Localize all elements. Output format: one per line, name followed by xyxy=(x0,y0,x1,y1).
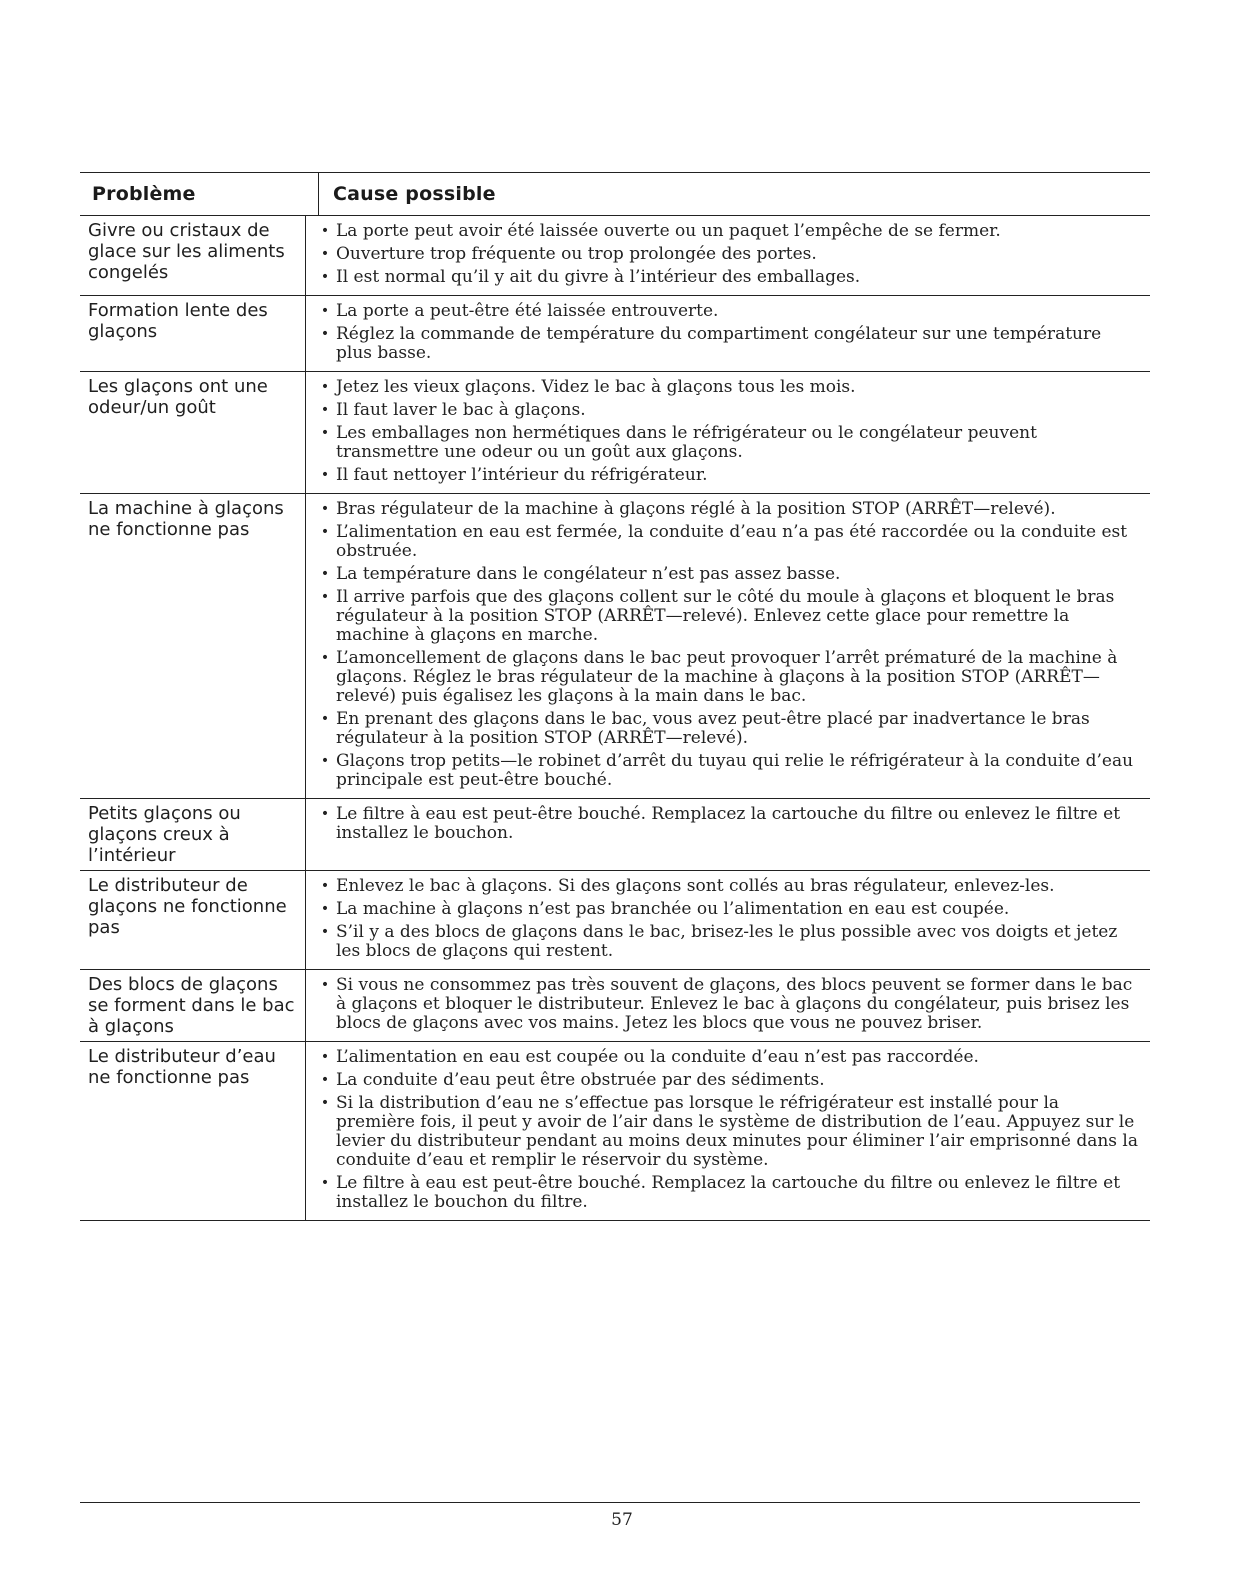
problem-cell: Petits glaçons ou glaçons creux à l’intérieur xyxy=(80,799,306,870)
bullet-icon: • xyxy=(320,269,330,285)
cause-item xyxy=(320,424,1140,462)
header-problem-label: Problème xyxy=(92,183,196,205)
cause-text: Il arrive parfois que des glaçons collent sur le côté du moule à glaçons et bloquent le bras régulateur à la position STOP (ARRÊT—relevé). Enlevez cette glace pour remettre la machine à glaçons en marche. xyxy=(336,587,1115,645)
problem-cell: Le distributeur de glaçons ne fonctionne pas xyxy=(80,871,306,969)
bullet-icon: • xyxy=(320,924,330,940)
bullet-icon: • xyxy=(320,501,330,517)
cause-cell xyxy=(306,296,1150,371)
cause-item xyxy=(320,378,1140,397)
cause-item xyxy=(320,466,1140,485)
cause-cell xyxy=(306,799,1150,870)
cause-text: Le filtre à eau est peut-être bouché. Remplacez la cartouche du filtre ou enlevez le filtre et installez le bouchon. xyxy=(336,804,1121,843)
cause-item xyxy=(320,900,1140,919)
bullet-icon: • xyxy=(320,1072,330,1088)
cause-item xyxy=(320,565,1140,584)
cause-item xyxy=(320,752,1140,790)
table-row xyxy=(80,1042,1150,1221)
cause-item xyxy=(320,325,1140,363)
bullet-icon: • xyxy=(320,878,330,894)
bullet-icon: • xyxy=(320,753,330,769)
cause-text: Bras régulateur de la machine à glaçons réglé à la position STOP (ARRÊT—relevé). xyxy=(336,499,1056,519)
bottom-rule xyxy=(80,1502,1140,1503)
cause-cell xyxy=(306,1042,1150,1220)
bullet-icon: • xyxy=(320,589,330,605)
cause-item xyxy=(320,976,1140,1033)
cause-text: Il faut nettoyer l’intérieur du réfrigérateur. xyxy=(336,465,708,485)
cause-text: La température dans le congélateur n’est pas assez basse. xyxy=(336,564,841,584)
table-row xyxy=(80,372,1150,494)
cause-text: La machine à glaçons n’est pas branchée ou l’alimentation en eau est coupée. xyxy=(336,899,1010,919)
header-cell-cause xyxy=(319,173,496,215)
header-cause-label: Cause possible xyxy=(333,183,496,205)
cause-text: Il est normal qu’il y ait du givre à l’intérieur des emballages. xyxy=(336,267,861,287)
bullet-icon: • xyxy=(320,1175,330,1191)
bullet-icon: • xyxy=(320,467,330,483)
cause-text: La porte a peut-être été laissée entrouverte. xyxy=(336,301,719,321)
table-row xyxy=(80,494,1150,799)
table-row xyxy=(80,216,1150,296)
cause-text: Les emballages non hermétiques dans le réfrigérateur ou le congélateur peuvent transmettre une odeur ou un goût aux glaçons. xyxy=(336,423,1037,462)
troubleshooting-table xyxy=(80,172,1150,1221)
cause-item xyxy=(320,649,1140,706)
cause-item xyxy=(320,245,1140,264)
cause-item xyxy=(320,1048,1140,1067)
cause-item xyxy=(320,401,1140,420)
bullet-icon: • xyxy=(320,246,330,262)
bullet-icon: • xyxy=(320,524,330,540)
problem-cell: La machine à glaçons ne fonctionne pas xyxy=(80,494,306,798)
cause-cell xyxy=(306,494,1150,798)
bullet-icon: • xyxy=(320,402,330,418)
problem-cell: Formation lente des glaçons xyxy=(80,296,306,371)
bullet-icon: • xyxy=(320,1095,330,1111)
cause-item xyxy=(320,268,1140,287)
cause-text: L’amoncellement de glaçons dans le bac peut provoquer l’arrêt prématuré de la machine à glaçons. Réglez le bras régulateur de la machine à glaçons à la position STOP (ARRÊT—relevé) puis égalisez les glaçons à la main dans le bac. xyxy=(336,648,1118,706)
table-row xyxy=(80,970,1150,1042)
problem-cell: Le distributeur d’eau ne fonctionne pas xyxy=(80,1042,306,1220)
table-header xyxy=(80,172,1150,216)
bullet-icon: • xyxy=(320,425,330,441)
bullet-icon: • xyxy=(320,379,330,395)
cause-text: S’il y a des blocs de glaçons dans le bac, brisez-les le plus possible avec vos doigts et jetez les blocs de glaçons qui restent. xyxy=(336,922,1118,961)
cause-text: Réglez la commande de température du compartiment congélateur sur une température plus basse. xyxy=(336,324,1102,363)
problem-cell: Givre ou cristaux de glace sur les aliments congelés xyxy=(80,216,306,295)
cause-text: Enlevez le bac à glaçons. Si des glaçons sont collés au bras régulateur, enlevez-les. xyxy=(336,876,1055,896)
cause-item xyxy=(320,923,1140,961)
cause-item xyxy=(320,710,1140,748)
cause-item xyxy=(320,523,1140,561)
cause-cell xyxy=(306,970,1150,1041)
cause-text: Glaçons trop petits—le robinet d’arrêt du tuyau qui relie le réfrigérateur à la conduite d’eau principale est peut-être bouché. xyxy=(336,751,1134,790)
cause-item xyxy=(320,1094,1140,1170)
bullet-icon: • xyxy=(320,326,330,342)
cause-item xyxy=(320,500,1140,519)
cause-item xyxy=(320,222,1140,241)
cause-item xyxy=(320,1071,1140,1090)
cause-text: L’alimentation en eau est fermée, la conduite d’eau n’a pas été raccordée ou la conduite est obstruée. xyxy=(336,522,1128,561)
cause-cell xyxy=(306,871,1150,969)
bullet-icon: • xyxy=(320,711,330,727)
table-body xyxy=(80,216,1150,1221)
table-row xyxy=(80,871,1150,970)
bullet-icon: • xyxy=(320,303,330,319)
bullet-icon: • xyxy=(320,650,330,666)
table-row xyxy=(80,799,1150,871)
cause-text: L’alimentation en eau est coupée ou la conduite d’eau n’est pas raccordée. xyxy=(336,1047,979,1067)
bullet-icon: • xyxy=(320,901,330,917)
cause-text: Si la distribution d’eau ne s’effectue pas lorsque le réfrigérateur est installé pour la première fois, il peut y avoir de l’air dans le système de distribution de l’eau. Appuyez sur le levier du distributeur pendant au moins deux minutes pour éliminer l’air emprisonné dans la conduite d’eau et remplir le réservoir du système. xyxy=(336,1093,1138,1170)
table-row xyxy=(80,296,1150,372)
cause-item xyxy=(320,805,1140,843)
problem-cell: Les glaçons ont une odeur/un goût xyxy=(80,372,306,493)
cause-cell xyxy=(306,372,1150,493)
page-number: 57 xyxy=(611,1510,633,1530)
cause-item xyxy=(320,1174,1140,1212)
bullet-icon: • xyxy=(320,566,330,582)
cause-text: Le filtre à eau est peut-être bouché. Remplacez la cartouche du filtre ou enlevez le filtre et installez le bouchon du filtre. xyxy=(336,1173,1121,1212)
cause-text: Il faut laver le bac à glaçons. xyxy=(336,400,586,420)
bullet-icon: • xyxy=(320,223,330,239)
cause-text: En prenant des glaçons dans le bac, vous avez peut-être placé par inadvertance le bras régulateur à la position STOP (ARRÊT—relevé). xyxy=(336,709,1090,748)
cause-text: Si vous ne consommez pas très souvent de glaçons, des blocs peuvent se former dans le bac à glaçons et bloquer le distributeur. Enlevez le bac à glaçons du congélateur, puis brisez les blocs de glaçons avec vos mains. Jetez les blocs que vous ne pouvez briser. xyxy=(336,975,1133,1033)
cause-text: La porte peut avoir été laissée ouverte ou un paquet l’empêche de se fermer. xyxy=(336,221,1001,241)
cause-cell xyxy=(306,216,1150,295)
cause-item xyxy=(320,588,1140,645)
cause-item xyxy=(320,877,1140,896)
bullet-icon: • xyxy=(320,1049,330,1065)
bullet-icon: • xyxy=(320,977,330,993)
cause-text: Ouverture trop fréquente ou trop prolongée des portes. xyxy=(336,244,817,264)
cause-text: La conduite d’eau peut être obstruée par des sédiments. xyxy=(336,1070,825,1090)
problem-cell: Des blocs de glaçons se forment dans le bac à glaçons xyxy=(80,970,306,1041)
bullet-icon: • xyxy=(320,806,330,822)
cause-item xyxy=(320,302,1140,321)
cause-text: Jetez les vieux glaçons. Videz le bac à glaçons tous les mois. xyxy=(336,377,856,397)
header-cell-problem xyxy=(80,173,319,215)
